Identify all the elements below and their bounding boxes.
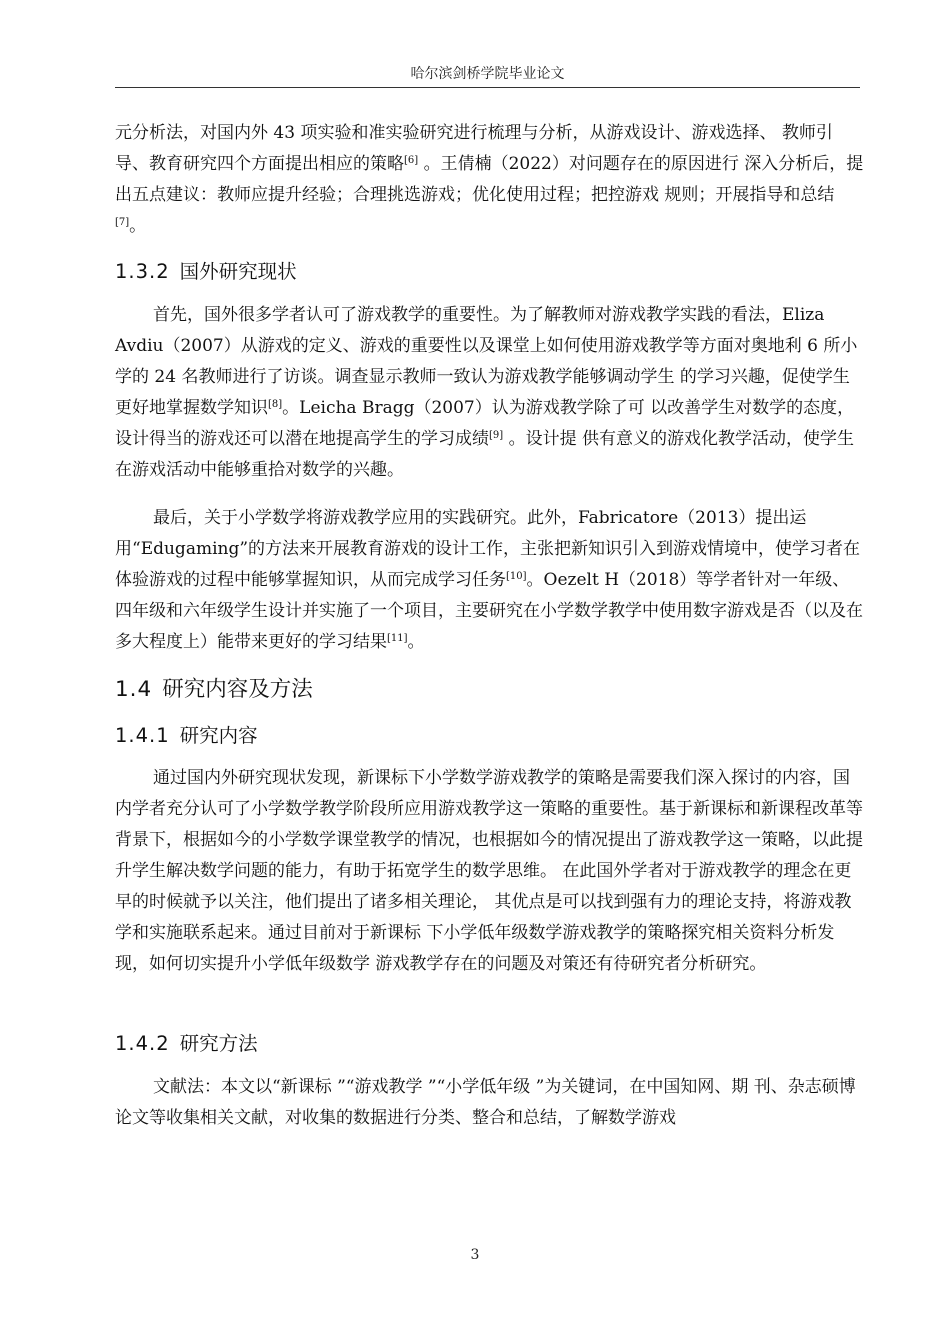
research-method-paragraph: 文献法：本文以“新课标 ”“游戏教学 ”“小学低年级 ”为关键词，在中国知网、期 刊、杂志硕博论文等收集相关文献，对收集的数据进行分类、整合和总结，了解数学游戏 [115,1077,856,1128]
foreign-research-paragraph-2 [115,503,865,658]
header-divider [115,87,860,88]
citation-6[interactable]: [6] [404,155,419,166]
heading-number: 1.4.1 [115,724,170,747]
citation-10[interactable]: [10] [506,571,527,582]
para-text-3: 。设计提 供有意义的游戏化教学活动，使学生在游戏活动中能够重拾对数学的兴趣。 [115,429,854,480]
heading-number: 1.4 [115,677,153,702]
heading-title: 研究方法 [179,1032,258,1055]
para-text-2: 。Oezelt H（2018）等学者针对一年级、四年级和六年级学生设计并实施了一个项目，主要研究在小学数学教学中使用数字游戏是否（以及在多大程度上）能带来更好的学习结果 [115,570,863,652]
citation-11[interactable]: [11] [387,633,408,644]
heading-1-4-2 [115,1030,258,1058]
heading-number: 1.3.2 [115,260,170,283]
heading-title: 研究内容及方法 [162,677,313,702]
heading-1-4 [115,675,313,705]
para-text-1: 首先，国外很多学者认可了游戏教学的重要性。为了解教师对游戏教学实践的看法，Eliza Avdiu（2007）从游戏的定义、游戏的重要性以及课堂上如何使用游戏教学等方面对奥地利 6 所小学的 24 名教师进行了访谈。调查显示教师一致认为游戏教学能够调动学生 的学习兴趣，促使学生更好地掌握数学知识 [115,305,858,418]
page-number: 3 [470,1247,480,1263]
intro-paragraph [115,118,865,242]
heading-number: 1.4.2 [115,1032,170,1055]
foreign-research-paragraph-1 [115,300,865,486]
intro-text-3: 。 [129,216,147,236]
para-text-3: 。 [407,632,425,652]
heading-title: 研究内容 [179,724,258,747]
citation-7[interactable]: [7] [115,217,130,228]
citation-9[interactable]: [9] [489,430,504,441]
heading-1-4-1 [115,722,258,750]
heading-1-3-2 [115,258,297,286]
heading-title: 国外研究现状 [179,260,297,283]
intro-text-1: 元分析法，对国内外 43 项实验和准实验研究进行梳理与分析，从游戏设计、游戏选择、 教师引导、教育研究四个方面提出相应的策略 [115,123,833,174]
intro-text-2: 。王倩楠（2022）对问题存在的原因进行 深入分析后，提出五点建议：教师应提升经验；合理挑选游戏；优化使用过程；把控游戏 规则；开展指导和总结 [115,154,864,205]
para-text-2: 。Leicha Bragg（2007）认为游戏教学除了可 以改善学生对数学的态度，设计得当的游戏还可以潜在地提高学生的学习成绩 [115,398,855,449]
citation-8[interactable]: [8] [268,399,283,410]
para-text-1: 最后，关于小学数学将游戏教学应用的实践研究。此外，Fabricatore（2013）提出运用“Edugaming”的方法来开展教育游戏的设计工作，主张把新知识引入到游戏情境中，使学习者在体验游戏的过程中能够掌握知识，从而完成学习任务 [115,508,861,590]
research-content-paragraph: 通过国内外研究现状发现，新课标下小学数学游戏教学的策略是需要我们深入探讨的内容，国内学者充分认可了小学数学教学阶段所应用游戏教学这一策略的重要性。基于新课标和新课程改革等背景下，根据如今的小学数学课堂教学的情况，也根据如今的情况提出了游戏教学这一策略，以此提升学生解决数学问题的能力，有助于拓宽学生的数学思维。 在此国外学者对于游戏教学的理念在更早的时候就予以关注，他们提出了诸多相关理论， 其优点是可以找到强有力的理论支持，将游戏教学和实施联系起来。通过目前对于新课标 下小学低年级数学游戏教学的策略探究相关资料分析发现，如何切实提升小学低年级数学 游戏教学存在的问题及对策还有待研究者分析研究。 [115,768,863,974]
page-header: 哈尔滨剑桥学院毕业论文 [410,66,565,82]
